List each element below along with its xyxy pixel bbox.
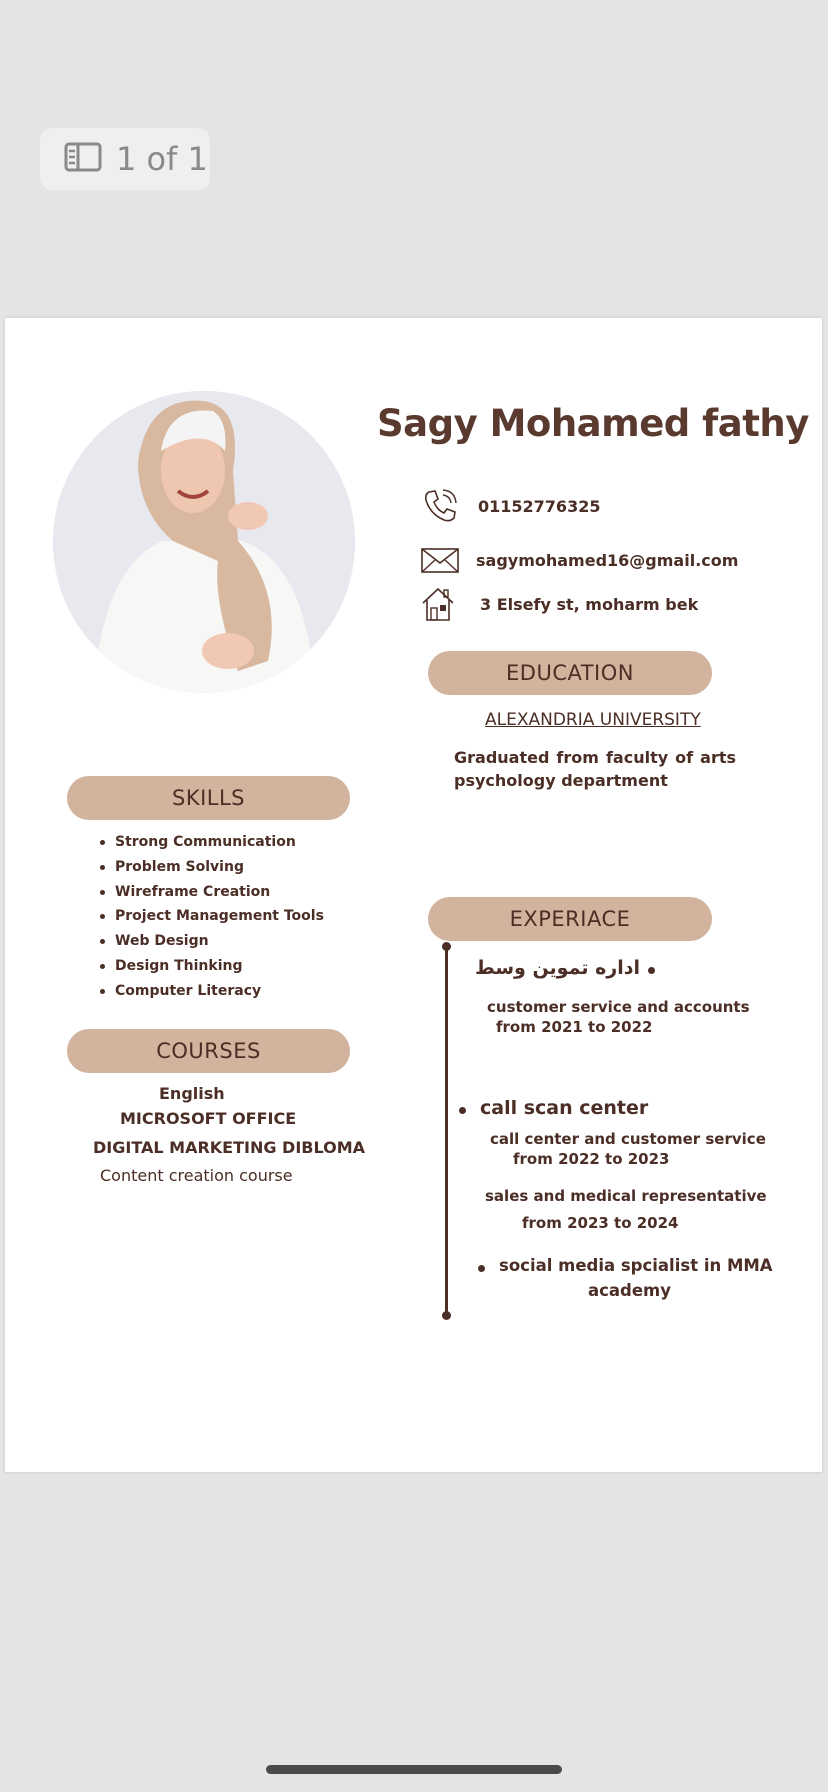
job-title: social media spcialist in MMA xyxy=(499,1256,773,1275)
document-pages-icon xyxy=(64,142,102,177)
experience-heading: EXPERIACE xyxy=(428,897,712,941)
page-indicator[interactable] xyxy=(40,128,210,190)
resume-document xyxy=(5,318,822,1472)
course-item: Content creation course xyxy=(100,1166,293,1185)
job-description: academy xyxy=(588,1281,671,1300)
skill-item: Computer Literacy xyxy=(115,979,324,1004)
course-item: MICROSOFT OFFICE xyxy=(120,1109,297,1128)
skill-item: Strong Communication xyxy=(115,830,324,855)
skills-list xyxy=(115,830,324,1004)
profile-photo xyxy=(53,391,355,693)
timeline-end-dot xyxy=(442,1311,451,1320)
job-description: sales and medical representative xyxy=(485,1187,767,1205)
education-description: Graduated from faculty of arts psychology department xyxy=(454,748,736,790)
contact-address: 3 Elsefy st, moharm bek xyxy=(480,594,699,614)
job-dates: from 2023 to 2024 xyxy=(522,1214,679,1232)
mail-icon xyxy=(420,540,460,580)
job-bullet xyxy=(459,1107,466,1114)
home-indicator[interactable] xyxy=(266,1765,562,1774)
timeline-start-dot xyxy=(442,942,451,951)
contact-address-row xyxy=(420,584,698,624)
home-icon xyxy=(420,584,460,624)
skill-item: Wireframe Creation xyxy=(115,880,324,905)
skill-item: Project Management Tools xyxy=(115,904,324,929)
phone-icon xyxy=(420,486,460,526)
job-description: customer service and accounts xyxy=(487,998,750,1016)
skill-item: Problem Solving xyxy=(115,855,324,880)
timeline-line xyxy=(445,946,448,1316)
job-dates: from 2022 to 2023 xyxy=(513,1150,670,1168)
contact-email: sagymohamed16@gmail.com xyxy=(476,550,739,570)
contact-phone-row xyxy=(420,486,600,526)
skills-heading: SKILLS xyxy=(67,776,350,820)
contact-email-row xyxy=(420,540,738,580)
resume-name: Sagy Mohamed fathy xyxy=(377,402,809,445)
course-item: DIGITAL MARKETING DIBLOMA xyxy=(93,1138,366,1157)
job-bullet xyxy=(648,967,655,974)
skill-item: Design Thinking xyxy=(115,954,324,979)
skill-item: Web Design xyxy=(115,929,324,954)
job-bullet xyxy=(478,1265,485,1272)
courses-heading: COURSES xyxy=(67,1029,350,1073)
course-item: English xyxy=(159,1084,225,1103)
job-title: اداره تموين وسط xyxy=(475,957,641,979)
page-indicator-label: 1 of 1 xyxy=(116,140,208,178)
education-university: ALEXANDRIA UNIVERSITY xyxy=(485,710,701,730)
job-title: call scan center xyxy=(480,1097,649,1119)
job-description: call center and customer service xyxy=(490,1130,766,1148)
education-heading: EDUCATION xyxy=(428,651,712,695)
contact-phone: 01152776325 xyxy=(478,496,601,516)
job-dates: from 2021 to 2022 xyxy=(496,1018,653,1036)
